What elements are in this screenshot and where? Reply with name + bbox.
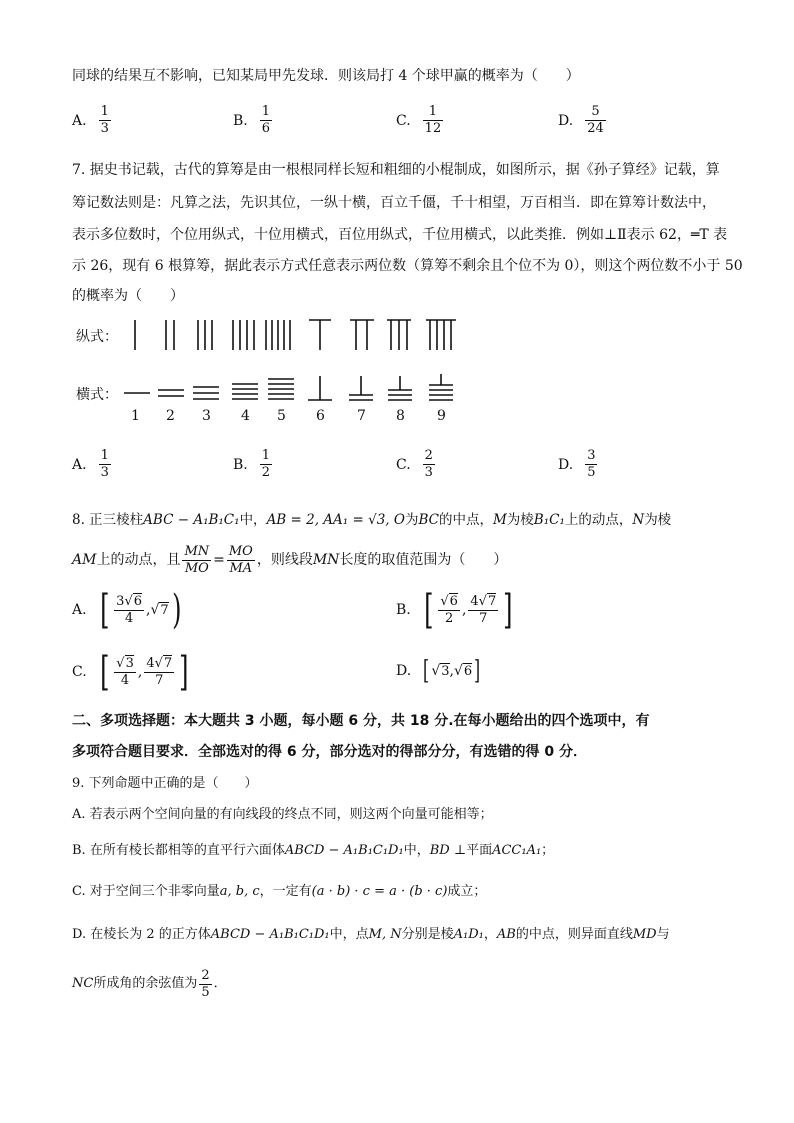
q8-option-a[interactable]: A. [ $\frac{3√6}{4}$ , √ 7 ) bbox=[72, 587, 182, 633]
digit-label: 3 bbox=[202, 408, 211, 424]
q9-stem: 9. 下列命题中正确的是（ ） bbox=[72, 776, 258, 791]
section2-heading-line-1: 二、多项选择题：本大题共 3 小题，每小题 6 分，共 18 分.在每小题给出的四个选项中，有 bbox=[72, 713, 650, 729]
fraction: $\frac{√6}{2}$ bbox=[440, 593, 458, 626]
q6-option-b[interactable]: B. $\frac{1}{6}$ bbox=[233, 104, 271, 136]
rod-vertical-9 bbox=[426, 320, 456, 350]
horizontal-form-label: 横式： bbox=[76, 387, 118, 403]
rod-horizontal-5 bbox=[268, 379, 294, 399]
fraction: $\frac{MO}{MA}$ bbox=[228, 543, 253, 576]
q9-option-c[interactable]: C. 对于空间三个非零向量a, b, c，一定有(a · b) · c = a · (b · c)成立； bbox=[72, 884, 487, 899]
q9-option-d-line-1[interactable]: D. 在棱长为 2 的正方体ABCD − A₁B₁C₁D₁中，点M, N分别是棱A₁D₁，AB的中点，则异面直线MD与 bbox=[72, 927, 670, 942]
rod-horizontal-2 bbox=[158, 390, 184, 396]
q7-line-2: 筹记数法则是：凡算之法，先识其位，一纵十横，百立千僵，千十相望，万百相当．即在算筹计数法中， bbox=[72, 195, 716, 211]
q8-line-1: 8. 正三棱柱ABC − A₁B₁C₁中，AB = 2, AA₁ = √3, O为BC的中点，M为棱B₁C₁上的动点，N为棱 bbox=[72, 512, 672, 528]
digit-label: 4 bbox=[241, 408, 250, 424]
fraction: $\frac{MN}{MO}$ bbox=[184, 543, 210, 576]
fraction: $\frac{√3}{4}$ bbox=[116, 655, 134, 688]
q7-line-5: 的概率为（ ） bbox=[72, 288, 184, 304]
q8-option-b[interactable]: B. [ $\frac{√6}{2}$ , $\frac{4√7}{7}$ ] bbox=[396, 587, 513, 633]
rod-horizontal-8 bbox=[388, 376, 412, 400]
q8-line-2: AM 上的动点，且 $\frac{MN}{MO}$ = $\frac{MO}{MA}$ ，则线段 MN 长度的取值范围为（ ） bbox=[72, 543, 508, 576]
q7-option-a[interactable]: A. $\frac{1}{3}$ bbox=[72, 448, 109, 480]
fraction: $\frac{4√7}{7}$ bbox=[470, 593, 497, 626]
fraction: $\frac{3}{5}$ bbox=[587, 448, 596, 480]
rod-vertical-6 bbox=[309, 320, 331, 350]
rod-vertical-7 bbox=[350, 320, 374, 350]
q7-option-b[interactable]: B. $\frac{1}{2}$ bbox=[233, 448, 271, 480]
fraction: $\frac{1}{12}$ bbox=[424, 104, 442, 136]
fraction: $\frac{2}{5}$ bbox=[201, 967, 210, 1000]
fraction: $\frac{4√7}{7}$ bbox=[146, 655, 173, 688]
rod-horizontal-4 bbox=[232, 384, 258, 399]
rod-horizontal-6 bbox=[308, 376, 332, 400]
q7-line-1: 7. 据史书记载，古代的算筹是由一根根同样长短和粗细的小棍制成，如图所示，据《孙子算经》记载，算 bbox=[72, 162, 720, 178]
q7-option-d[interactable]: D. $\frac{3}{5}$ bbox=[558, 448, 596, 480]
q6-option-c[interactable]: C. $\frac{1}{12}$ bbox=[396, 104, 442, 136]
rod-vertical-5 bbox=[266, 320, 290, 350]
digit-label: 8 bbox=[396, 408, 405, 424]
fraction: $\frac{1}{3}$ bbox=[100, 104, 109, 136]
q6-stem: 同球的结果互不影响，已知某局甲先发球．则该局打 4 个球甲赢的概率为（ ） bbox=[72, 68, 580, 84]
q6-option-a[interactable]: A. $\frac{1}{3}$ bbox=[72, 104, 109, 136]
q7-option-c[interactable]: C. $\frac{2}{3}$ bbox=[396, 448, 433, 480]
rod-vertical-2 bbox=[166, 320, 174, 350]
q7-line-4: 示 26，现有 6 根算筹，据此表示方式任意表示两位数（算筹不剩余且个位不为 0），则这个两位数不小于 50 bbox=[72, 258, 743, 274]
rod-horizontal-7 bbox=[349, 376, 373, 400]
fraction: $\frac{1}{2}$ bbox=[261, 448, 271, 480]
rod-vertical-4 bbox=[233, 320, 254, 350]
fraction: $\frac{2}{3}$ bbox=[424, 448, 433, 480]
q9-option-a[interactable]: A. 若表示两个空间向量的有向线段的终点不同，则这两个向量可能相等； bbox=[72, 807, 493, 822]
rod-vertical-3 bbox=[198, 320, 212, 350]
section2-heading-line-2: 多项符合题目要求．全部选对的得 6 分，部分选对的得部分分，有选错的得 0 分． bbox=[72, 744, 587, 760]
q9-option-b[interactable]: B. 在所有棱长都相等的直平行六面体ABCD − A₁B₁C₁D₁中，BD ⊥平面ACC₁A₁； bbox=[72, 843, 555, 858]
digit-label: 7 bbox=[357, 408, 366, 424]
rod-vertical-8 bbox=[387, 320, 411, 350]
digit-label: 1 bbox=[131, 408, 140, 424]
fraction: $\frac{3√6}{4}$ bbox=[116, 593, 143, 626]
fraction: $\frac{1}{3}$ bbox=[100, 448, 109, 480]
q8-option-c[interactable]: C. [ $\frac{√3}{4}$ , $\frac{4√7}{7}$ ] bbox=[72, 649, 189, 695]
q8-option-d[interactable]: D. [ √ 3 , √ 6 ] bbox=[396, 656, 481, 686]
rod-horizontal-9 bbox=[429, 374, 453, 400]
digit-label: 5 bbox=[277, 408, 286, 424]
digit-label: 9 bbox=[437, 408, 446, 424]
q7-line-3: 表示多位数时，个位用纵式，十位用横式，百位用纵式，千位用横式，以此类推．例如⊥Ⅱ表示 62，═T 表 bbox=[72, 227, 728, 243]
q9-option-d-line-2: NC 所成角的余弦值为 $\frac{2}{5}$ ． bbox=[72, 967, 227, 1000]
fraction: $\frac{5}{24}$ bbox=[587, 104, 604, 136]
fraction: $\frac{1}{6}$ bbox=[261, 104, 271, 136]
vertical-form-label: 纵式： bbox=[76, 329, 118, 345]
digit-label: 6 bbox=[316, 408, 325, 424]
digit-label: 2 bbox=[166, 408, 175, 424]
rod-horizontal-3 bbox=[193, 387, 219, 399]
q6-option-d[interactable]: D. $\frac{5}{24}$ bbox=[558, 104, 604, 136]
